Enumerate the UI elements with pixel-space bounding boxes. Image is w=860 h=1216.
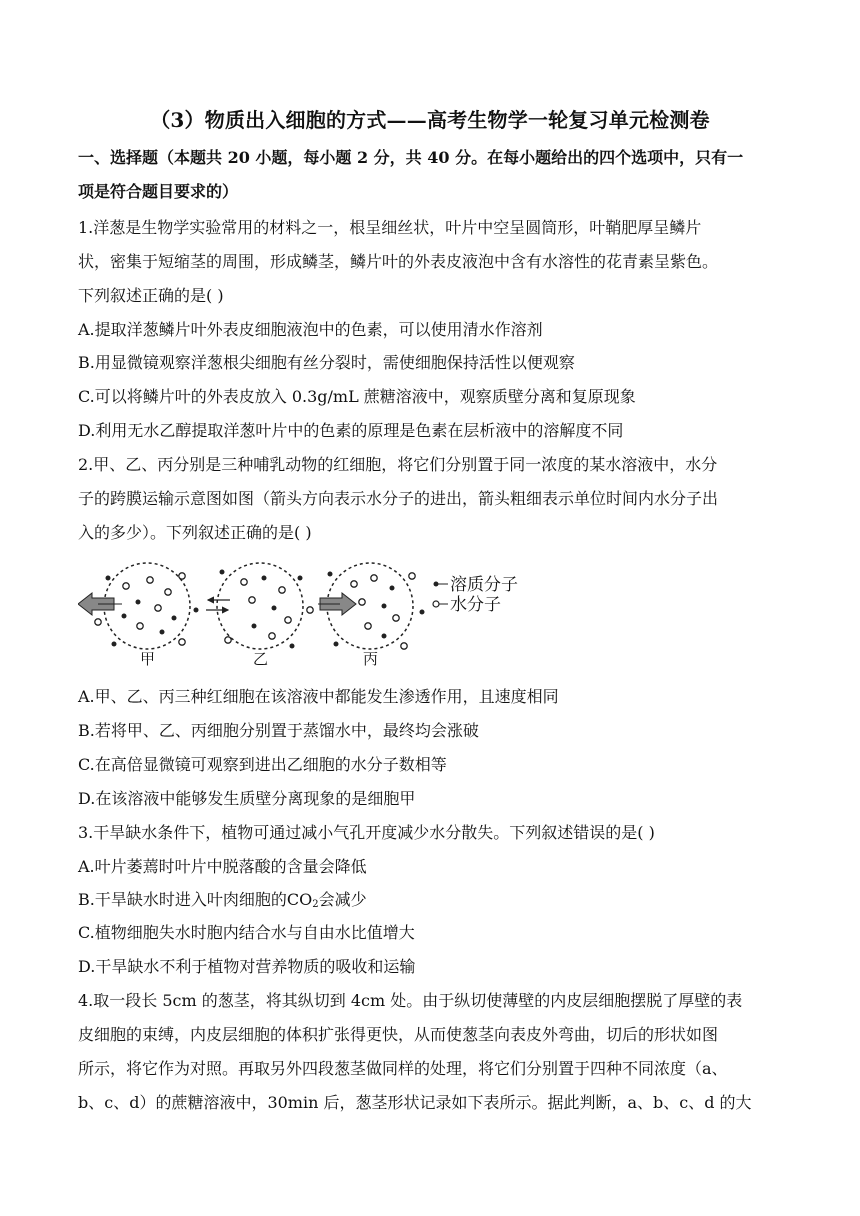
cell-yi: [206, 563, 313, 649]
figure-svg: [78, 556, 548, 666]
figure-legend: [433, 575, 518, 615]
q3-option-b-text-end: 会减少: [318, 890, 367, 909]
cell-jia: [78, 563, 199, 649]
red-cell-osmosis-figure: [78, 556, 548, 666]
section-heading: [78, 141, 790, 209]
q1-stem-line-1: 1.洋葱是生物学实验常用的材料之一，根呈细丝状，叶片中空呈圆筒形，叶鞘肥厚呈鳞片: [78, 218, 702, 237]
q2-option-d: D.在该溶液中能够发生质壁分离现象的是细胞甲: [78, 789, 416, 808]
q1-option-a: A.提取洋葱鳞片叶外表皮细胞液泡中的色素，可以使用清水作溶剂: [78, 320, 543, 339]
q2-option-c: C.在高倍显微镜可观察到进出乙细胞的水分子数相等: [78, 755, 447, 774]
q3-option-b-subscript: 2: [312, 899, 319, 910]
q2-stem-line-2: 子的跨膜运输示意图如图（箭头方向表示水分子的进出，箭头粗细表示单位时间内水分子出: [78, 489, 719, 508]
q3-option-b-text: B.干旱缺水时进入叶肉细胞的CO: [78, 890, 313, 909]
cell-bing: [318, 563, 425, 649]
cell-label-jia: 甲: [140, 650, 156, 666]
q2-stem-line-3: 入的多少）。下列叙述正确的是( ): [78, 523, 312, 542]
q3-option-c: C.植物细胞失水时胞内结合水与自由水比值增大: [78, 923, 415, 942]
q4-stem-line-1: 4.取一段长 5cm 的葱茎，将其纵切到 4cm 处。由于纵切使薄壁的内皮层细胞摆脱了厚壁的表: [78, 991, 743, 1010]
q1-stem-line-2: 状，密集于短缩茎的周围，形成鳞茎，鳞片叶的外表皮液泡中含有水溶性的花青素呈紫色。: [78, 252, 719, 271]
cell-label-bing: 丙: [363, 650, 379, 666]
cell-label-yi: 乙: [253, 650, 269, 666]
q1-option-d: D.利用无水乙醇提取洋葱叶片中的色素的原理是色素在层析液中的溶解度不同: [78, 421, 624, 440]
q3-stem: 3.干旱缺水条件下，植物可通过减小气孔开度减少水分散失。下列叙述错误的是( ): [78, 823, 655, 842]
legend-solute-label: 溶质分子: [450, 575, 518, 595]
page-title: （3）物质出入细胞的方式——高考生物学一轮复习单元检测卷: [150, 108, 710, 132]
q1-option-b: B.用显微镜观察洋葱根尖细胞有丝分裂时，需使细胞保持活性以便观察: [78, 353, 575, 372]
q4-stem-line-4: b、c、d）的蔗糖溶液中，30min 后，葱茎形状记录如下表所示。据此判断，a、b、c、d 的大: [78, 1093, 752, 1112]
q4-stem-line-2: 皮细胞的束缚，内皮层细胞的体积扩张得更快，从而使葱茎向表皮外弯曲，切后的形状如图: [78, 1025, 719, 1044]
q2-stem-line-1: 2.甲、乙、丙分别是三种哺乳动物的红细胞，将它们分别置于同一浓度的某水溶液中，水分: [78, 455, 718, 474]
q2-option-b: B.若将甲、乙、丙细胞分别置于蒸馏水中，最终均会涨破: [78, 721, 479, 740]
q3-option-b: [78, 889, 367, 916]
section-heading-line-1: 一、选择题（本题共 20 小题，每小题 2 分，共 40 分。在每小题给出的四个选项中，只有一: [78, 148, 744, 167]
section-heading-line-2: 项是符合题目要求的）: [78, 182, 239, 201]
q1-option-c: C.可以将鳞片叶的外表皮放入 0.3g/mL 蔗糖溶液中，观察质壁分离和复原现象: [78, 387, 636, 406]
q1-stem-line-3: 下列叙述正确的是( ): [78, 286, 224, 305]
q3-option-a: A.叶片萎蔫时叶片中脱落酸的含量会降低: [78, 857, 367, 876]
q2-option-a: A.甲、乙、丙三种红细胞在该溶液中都能发生渗透作用，且速度相同: [78, 687, 559, 706]
q3-option-d: D.干旱缺水不利于植物对营养物质的吸收和运输: [78, 957, 416, 976]
legend-water-label: 水分子: [450, 595, 501, 615]
q4-stem-line-3: 所示，将它作为对照。再取另外四段葱茎做同样的处理，将它们分别置于四种不同浓度（a、: [78, 1059, 728, 1078]
